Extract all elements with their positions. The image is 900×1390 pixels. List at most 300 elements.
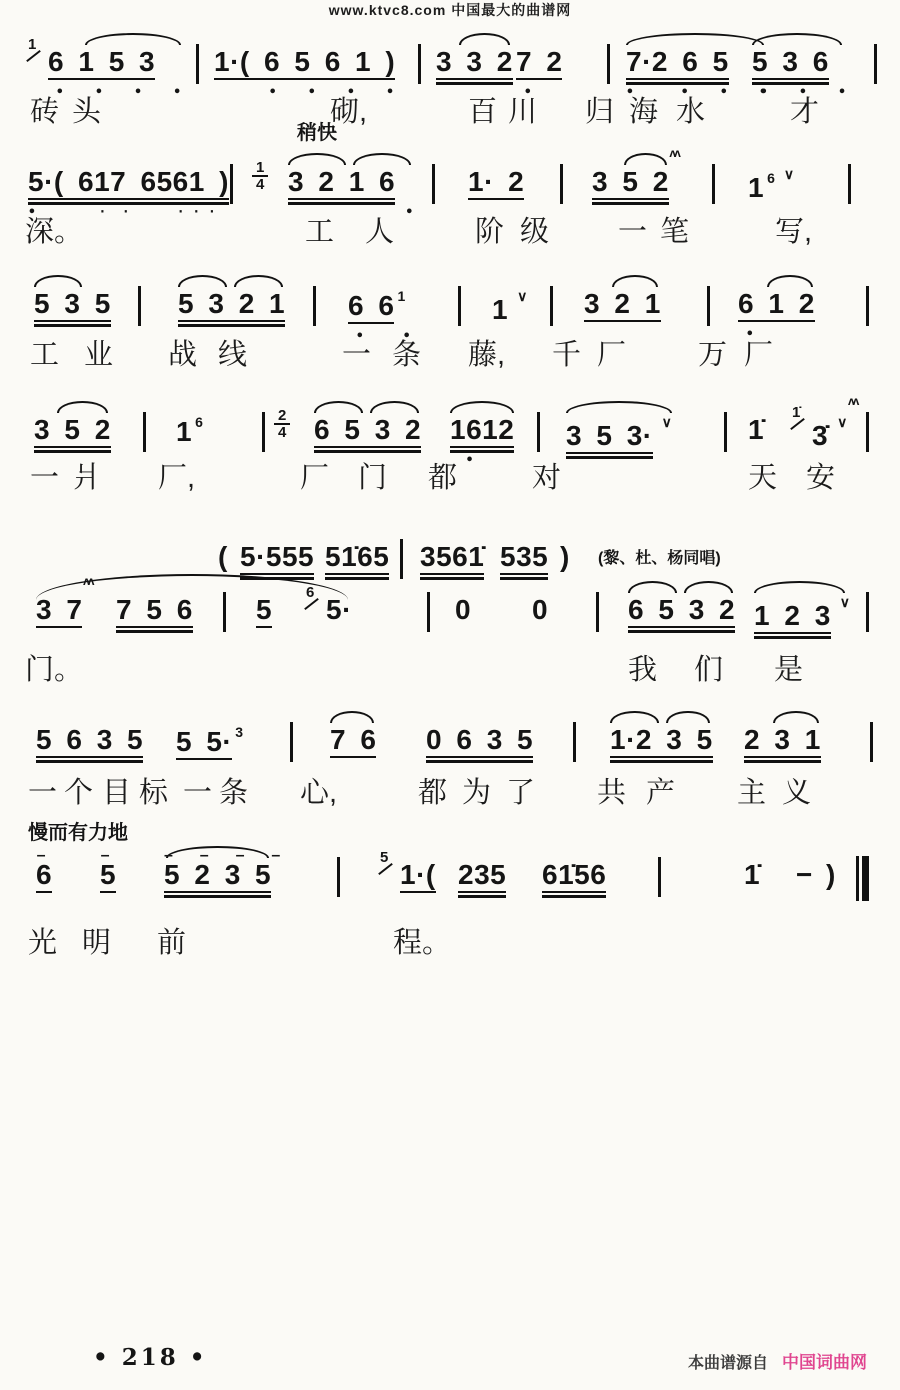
note-digits	[178, 288, 285, 322]
barline	[870, 722, 873, 762]
slur-arc	[767, 275, 813, 287]
note-group	[36, 708, 143, 758]
note-group	[492, 272, 527, 326]
slur-area	[455, 578, 471, 594]
note-group	[116, 578, 193, 628]
note-digits	[36, 594, 82, 628]
lyric-syllable: 工	[305, 216, 335, 248]
time-signature: $\frac{2}{4}$	[274, 408, 290, 440]
note-digits	[48, 46, 181, 80]
digits: 0 6 3 5	[426, 724, 533, 758]
barline	[596, 592, 599, 632]
note-digits	[176, 414, 203, 448]
slur-arc	[624, 153, 667, 165]
slur-arc	[459, 33, 510, 45]
note-digits	[626, 46, 767, 80]
lyric-syllable: 厂	[597, 339, 627, 371]
digits: 3 5 2	[34, 414, 111, 448]
lyric-syllable: 千	[552, 339, 582, 371]
digits: 6 5 3 2	[628, 594, 735, 628]
notation-row	[0, 146, 900, 222]
digits: 3 5 3·	[566, 420, 653, 454]
slur-area	[314, 398, 421, 414]
note-digits	[218, 541, 228, 573]
note-group	[610, 708, 713, 758]
digits: 5	[100, 859, 116, 893]
digits: (	[218, 541, 228, 572]
note-group	[748, 398, 764, 446]
grace-note: 1̇	[792, 404, 801, 421]
breath-mark: ∨	[517, 288, 528, 304]
digits: 2 3 1	[744, 724, 821, 758]
lyric-syllable: 爿	[72, 462, 102, 494]
slur-arc	[773, 711, 819, 723]
lyric-syllable: 共	[597, 777, 627, 809]
note-digits	[34, 414, 111, 448]
note-group	[426, 708, 533, 758]
digits: 1·(	[400, 859, 436, 893]
lyric-syllable: 条	[392, 339, 422, 371]
note-digits	[468, 166, 524, 200]
slur-area	[100, 843, 116, 864]
slur-arc	[314, 401, 363, 413]
digits: 61̇56	[542, 859, 606, 893]
barline	[223, 592, 226, 632]
lyric-syllable: 为	[462, 777, 492, 809]
note-group	[214, 30, 396, 100]
note-group	[592, 146, 679, 200]
slur-area	[176, 398, 203, 414]
slur-area	[592, 146, 679, 166]
digits: 7 2	[516, 46, 562, 80]
octave-dots: • •	[348, 329, 411, 344]
barline	[874, 44, 877, 84]
slur-area	[426, 708, 533, 724]
lyric-syllable: 主	[737, 777, 767, 809]
lyric-syllable: 了	[506, 777, 536, 809]
digits: 7 5 6	[116, 594, 193, 628]
slur-area	[566, 398, 672, 414]
slur-area	[288, 150, 413, 166]
note-group	[812, 394, 858, 452]
note-group	[400, 843, 436, 893]
lyric-syllable: 藤,	[468, 339, 506, 371]
lyric-syllable: 我	[628, 654, 658, 686]
slur-area	[468, 150, 524, 166]
slur-area	[400, 843, 436, 859]
lyric-syllable: 战	[168, 339, 198, 371]
tremolo-ornament: ʌʌ	[669, 146, 679, 160]
lyric-syllable: 一	[618, 216, 648, 248]
lyric-syllable: 级	[520, 216, 550, 248]
note-group	[744, 708, 821, 758]
note-group	[450, 398, 515, 468]
note-digits	[748, 166, 794, 204]
notation-row	[0, 272, 900, 344]
digits: 1	[492, 294, 509, 325]
barline	[658, 857, 661, 897]
note-group	[626, 30, 767, 100]
slur-area	[752, 30, 846, 46]
note-group	[288, 150, 414, 220]
slur-area	[744, 708, 821, 724]
slur-area	[516, 30, 562, 46]
octave-dots: • • • •	[48, 85, 182, 100]
slur-area	[744, 843, 760, 859]
slur-area	[754, 578, 850, 594]
note-group	[560, 525, 570, 573]
barline	[290, 722, 293, 762]
slur-arc	[566, 401, 672, 413]
digits: 6 6	[348, 290, 394, 324]
slur-area	[458, 843, 506, 859]
digits: 3 5 2	[592, 166, 669, 200]
lyric-syllable: 都	[418, 777, 448, 809]
note-digits	[176, 724, 243, 760]
slur-arc	[450, 401, 514, 413]
lyric-syllable: 安	[806, 462, 836, 494]
note-group	[532, 578, 548, 626]
digits: 7 6	[330, 724, 376, 758]
barline	[537, 412, 540, 452]
lyric-syllable: 对	[532, 462, 562, 494]
digits: )	[560, 541, 570, 572]
lyric-syllable: 业	[84, 339, 114, 371]
slur-area	[218, 525, 228, 541]
note-digits	[492, 288, 527, 326]
note-group	[240, 525, 314, 575]
note-digits	[752, 46, 846, 80]
note-group	[744, 843, 760, 891]
time-signature: $\frac{1}{4}$	[252, 160, 268, 192]
tremolo-ornament: ʌʌ	[83, 574, 93, 588]
lyric-syllable: 程。	[393, 927, 452, 959]
slur-area	[584, 272, 661, 288]
note-group	[468, 150, 524, 200]
digits: 5 2 3 5	[164, 859, 271, 893]
grace-note: 1	[28, 36, 37, 53]
slur-area	[748, 398, 764, 414]
lyric-syllable: 一	[30, 462, 60, 494]
digits: 1	[748, 172, 765, 203]
slur-area	[826, 843, 836, 859]
note-group	[826, 843, 836, 891]
tempo-marking: 慢而有力地	[28, 822, 128, 844]
note-digits	[450, 414, 514, 448]
lyric-syllable: 砌,	[330, 96, 368, 128]
note-digits	[500, 541, 548, 575]
digits: 3 3 2	[436, 46, 513, 80]
lyric-syllable: 门	[358, 462, 388, 494]
slur-area	[48, 30, 181, 46]
digits: 6 1 2	[738, 288, 815, 322]
digits: 1· 2	[468, 166, 524, 200]
digits: 5·	[326, 594, 352, 625]
slur-arc	[330, 711, 374, 723]
note-group	[326, 578, 352, 626]
barline	[550, 286, 553, 326]
slur-area	[178, 272, 285, 288]
note-digits	[748, 414, 764, 446]
source-credit	[688, 1348, 867, 1373]
slur-area	[28, 150, 229, 166]
lyric-syllable: 天	[748, 462, 778, 494]
note-digits	[28, 166, 229, 200]
slur-arc	[85, 33, 181, 45]
slur-arc	[234, 275, 283, 287]
lyric-syllable: 深。	[25, 216, 84, 248]
notation-row	[0, 708, 900, 780]
slur-area	[500, 525, 548, 541]
grace-note: 5	[380, 849, 389, 866]
digits: 5·555	[240, 541, 314, 575]
digits: 535	[500, 541, 548, 575]
note-digits	[754, 594, 850, 634]
note-group	[28, 150, 229, 220]
note-group	[420, 525, 484, 575]
digits: 6 5 3 2	[314, 414, 421, 448]
lyric-syllable: 都	[428, 462, 458, 494]
note-group	[100, 843, 116, 893]
digits: 1·( 6 5 6 1 )	[214, 46, 395, 80]
digits: 5	[256, 594, 272, 628]
lyric-syllable: 一	[183, 777, 213, 809]
tremolo-ornament: ʌʌ	[847, 394, 858, 408]
note-group	[748, 150, 794, 204]
lyric-syllable: 工	[30, 339, 60, 371]
digits: 5 3 5	[34, 288, 111, 322]
digits: 3 2 1 6	[288, 166, 395, 200]
note-group	[34, 272, 111, 322]
note-group	[36, 843, 52, 893]
note-digits	[516, 46, 562, 80]
note-group	[325, 525, 389, 575]
barline	[707, 286, 710, 326]
note-digits	[610, 724, 713, 758]
tempo-marking: 稍快	[297, 122, 337, 144]
lyric-syllable: 线	[218, 339, 248, 371]
slur-area	[560, 525, 570, 541]
note-digits	[164, 859, 271, 893]
octave-dots: •	[738, 327, 754, 342]
digits: 5 3 2 1	[178, 288, 285, 322]
lyric-syllable: 水	[676, 96, 706, 128]
note-digits	[584, 288, 661, 322]
note-digits	[436, 46, 513, 80]
note-digits	[744, 859, 760, 891]
barline	[866, 592, 869, 632]
lyric-syllable: 才	[790, 96, 820, 128]
slur-area	[420, 525, 484, 541]
octave-dots: • • • •	[214, 85, 395, 100]
slur-area	[330, 708, 376, 724]
note-group	[436, 30, 513, 80]
note-group	[754, 578, 850, 634]
barline	[724, 412, 727, 452]
lyric-syllable: 海	[629, 96, 659, 128]
barline	[230, 164, 233, 204]
digits: 5 3 6	[752, 46, 829, 80]
note-digits	[214, 46, 395, 80]
lyric-syllable: 心,	[300, 777, 338, 809]
lyric-syllable: 川	[508, 96, 538, 128]
notation-row	[0, 574, 900, 650]
digits: 5·( 617 6561 )	[28, 166, 229, 200]
note-group	[752, 30, 846, 100]
slur-area	[748, 150, 794, 166]
digits: 3 7	[36, 594, 82, 628]
note-digits	[116, 594, 193, 628]
digits: 1 2 3	[754, 600, 831, 634]
slur-area	[348, 272, 411, 288]
note-digits	[330, 724, 376, 758]
slur-area	[34, 398, 111, 414]
note-group	[36, 574, 93, 628]
lyric-syllable: 们	[694, 654, 724, 686]
digits: 0	[455, 594, 472, 625]
note-group	[48, 30, 182, 100]
digits: 1·2 3 5	[610, 724, 713, 758]
ensemble-label: (黎、杜、杨同唱)	[598, 550, 721, 567]
note-group	[500, 525, 548, 575]
slur-area	[628, 578, 735, 594]
digits: 0	[532, 594, 549, 625]
lyric-syllable: 前	[157, 927, 187, 959]
note-group	[566, 398, 672, 454]
after-grace-note: 1	[397, 288, 406, 304]
note-digits	[348, 288, 411, 324]
note-group	[455, 578, 471, 626]
barline	[866, 286, 869, 326]
lyric-syllable: 百	[468, 96, 498, 128]
slur-area	[326, 578, 352, 594]
digits: 5 5·	[176, 726, 232, 760]
slur-area	[240, 525, 314, 541]
note-digits	[36, 724, 143, 758]
lyric-syllable: 门。	[25, 654, 84, 686]
note-group	[164, 843, 287, 893]
slur-arc	[626, 33, 764, 45]
lyric-syllable: 产	[646, 777, 676, 809]
slur-arc	[353, 153, 411, 165]
lyric-syllable: 义	[782, 777, 812, 809]
note-group	[458, 843, 506, 893]
lyric-syllable: 人	[365, 216, 395, 248]
lyric-syllable: 是	[774, 654, 804, 686]
note-digits	[532, 594, 548, 626]
octave-dots: •	[516, 85, 532, 100]
lyric-syllable: 砖	[30, 96, 60, 128]
lyric-syllable: 写,	[775, 216, 813, 248]
note-group	[330, 708, 376, 758]
digits: 1	[176, 416, 193, 447]
note-digits	[288, 166, 413, 200]
slur-area	[436, 30, 513, 46]
note-group	[516, 30, 563, 100]
lyric-syllable: 条	[219, 777, 249, 809]
barline	[712, 164, 715, 204]
note-group	[34, 398, 111, 448]
breath-mark: ∨	[837, 414, 848, 430]
tenuto-marks: – – – –	[164, 847, 287, 864]
lyric-syllable: 光	[28, 927, 58, 959]
barline	[848, 164, 851, 204]
note-digits	[326, 594, 352, 626]
barline	[432, 164, 435, 204]
slur-arc	[34, 275, 82, 287]
slur-area	[116, 578, 193, 594]
octave-dots: • • • •	[626, 85, 767, 100]
note-digits	[566, 414, 672, 454]
barline	[427, 592, 430, 632]
octave-dots: •	[288, 205, 414, 220]
after-grace-note: 3	[235, 724, 244, 740]
slur-arc	[754, 581, 845, 593]
slur-area	[626, 30, 767, 46]
slur-arc	[666, 711, 709, 723]
note-digits	[314, 414, 421, 448]
slur-area	[610, 708, 713, 724]
lyric-syllable: 个	[64, 777, 94, 809]
note-group	[738, 272, 815, 342]
note-group	[628, 578, 735, 628]
note-digits	[426, 724, 533, 758]
digits: 51̇65	[325, 541, 389, 575]
slur-arc	[178, 275, 227, 287]
note-group	[178, 272, 285, 322]
octave-dots: • • •	[752, 85, 846, 100]
slur-arc	[288, 153, 346, 165]
digits: 6	[36, 859, 52, 893]
slur-arc	[612, 275, 658, 287]
barline	[866, 412, 869, 452]
note-digits	[628, 594, 735, 628]
note-group	[176, 398, 203, 448]
note-group	[176, 708, 243, 760]
digits: 1̇	[744, 859, 761, 890]
note-group	[542, 843, 606, 893]
note-digits	[420, 541, 484, 575]
barline	[138, 286, 141, 326]
tenuto-marks: –	[100, 847, 116, 864]
after-grace-note: 6	[195, 414, 203, 430]
lyric-syllable: 目	[102, 777, 132, 809]
breath-mark: ∨	[661, 414, 672, 430]
lyric-syllable: 厂	[300, 462, 330, 494]
digits: 6 1 5 3	[48, 46, 155, 80]
digits: 3̇	[812, 420, 829, 451]
digits: 1̇	[748, 414, 765, 445]
slur-area	[36, 843, 52, 864]
note-digits	[560, 541, 570, 573]
note-group	[314, 398, 421, 448]
lyric-syllable: 阶	[475, 216, 505, 248]
digits: 3561̇	[420, 541, 484, 575]
note-group	[256, 578, 272, 628]
slur-area	[325, 525, 389, 541]
lyric-syllable: 笔	[660, 216, 690, 248]
barline	[313, 286, 316, 326]
note-digits	[256, 594, 272, 628]
notation-row	[0, 843, 900, 915]
note-digits	[744, 724, 821, 758]
tenuto-marks: –	[36, 847, 52, 864]
note-digits	[240, 541, 314, 575]
lyric-syllable: 一	[342, 339, 372, 371]
slur-area	[34, 272, 111, 288]
note-digits	[325, 541, 389, 575]
slur-area	[164, 843, 287, 864]
